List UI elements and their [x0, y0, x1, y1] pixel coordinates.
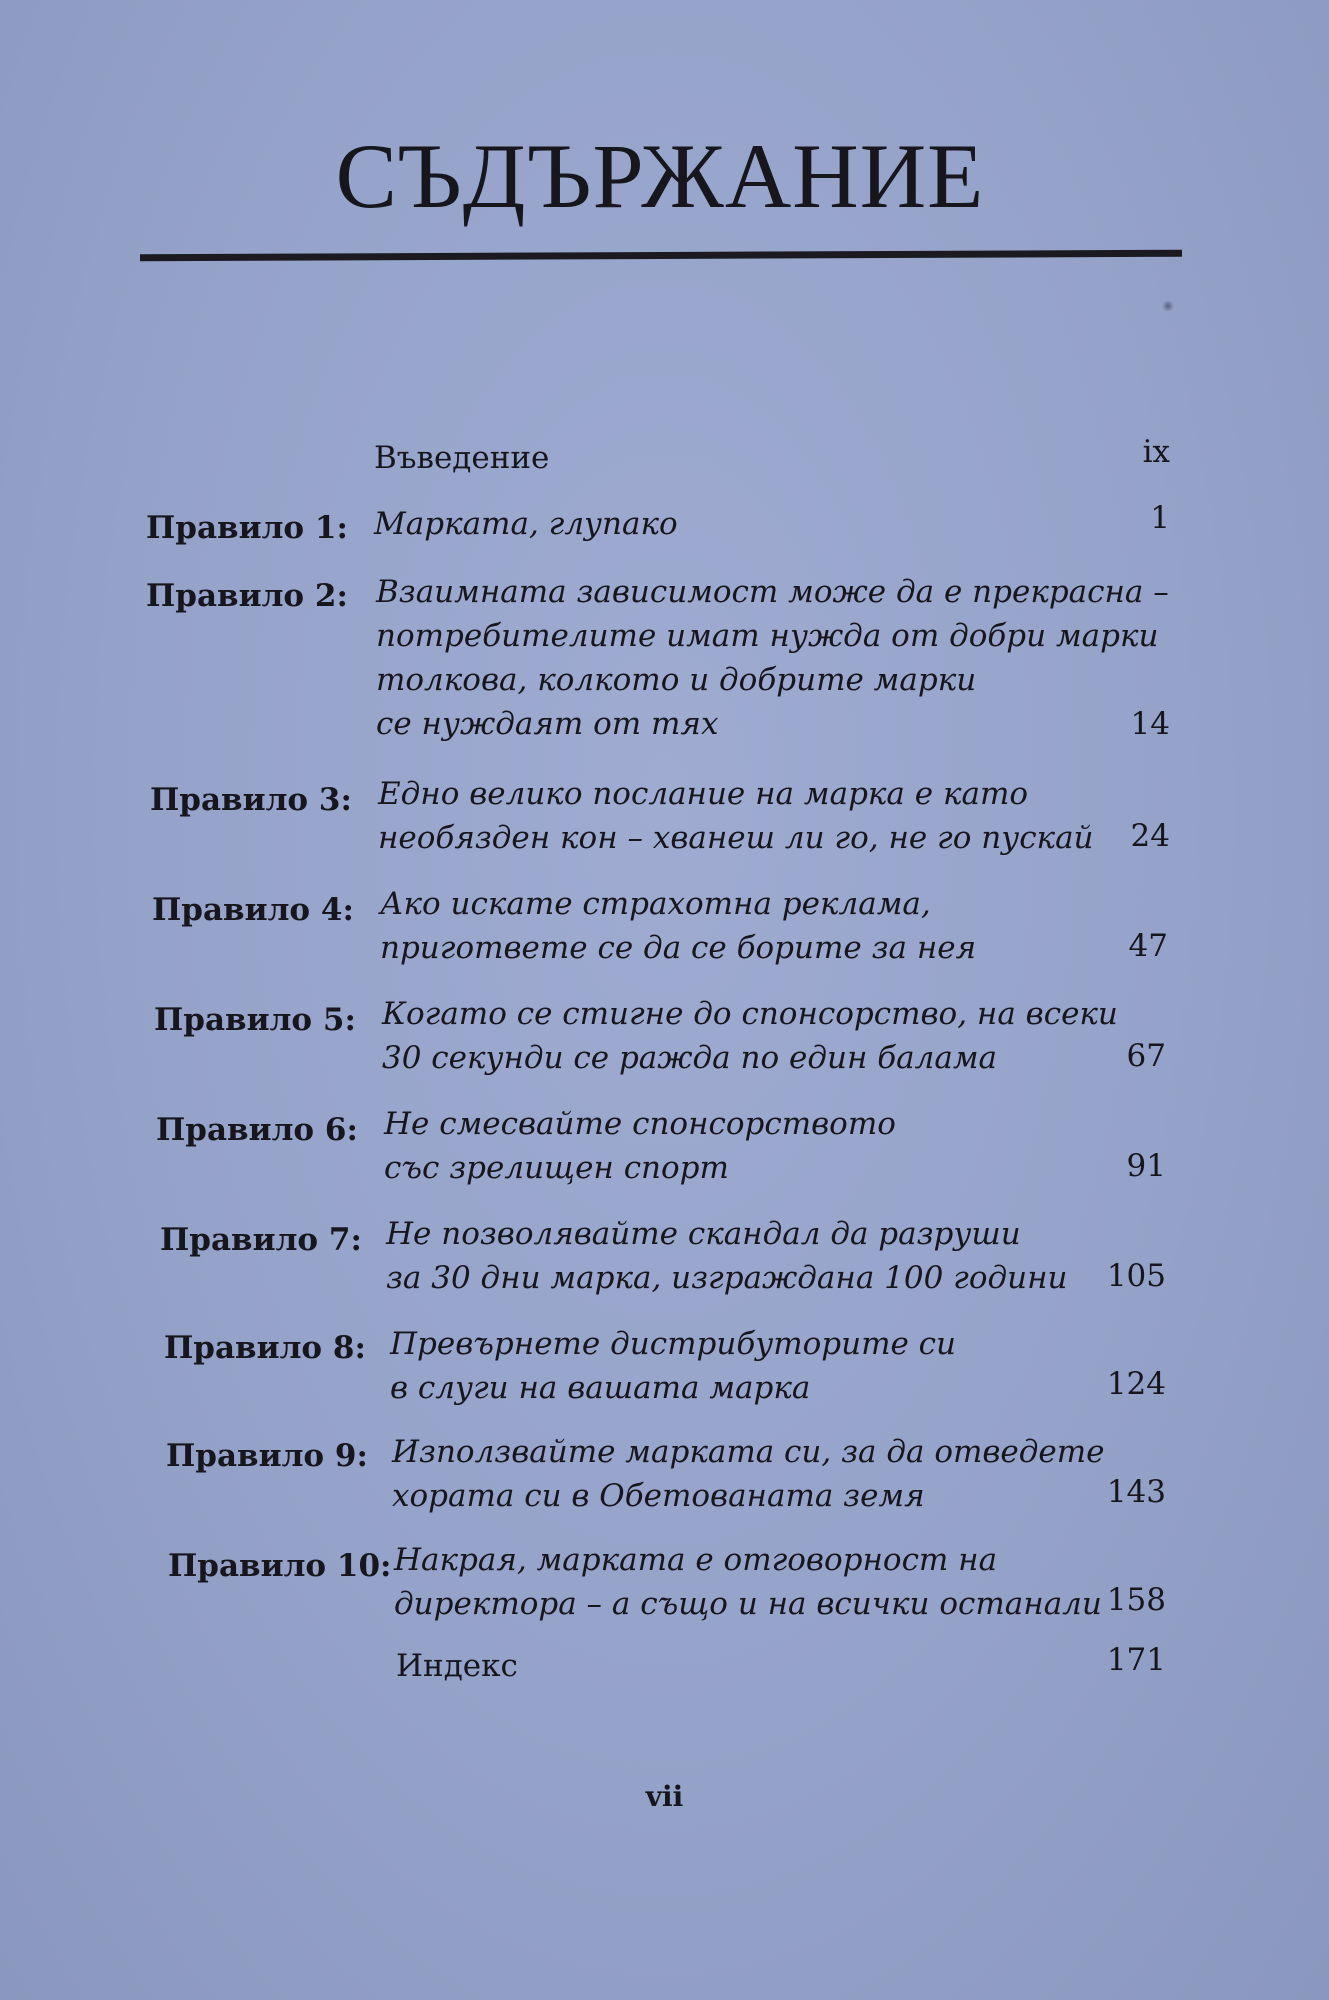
toc-entry-line: Едно велико послание на марка е като: [378, 776, 1029, 812]
toc-entry-line: Не смесвайте спонсорството: [384, 1106, 896, 1142]
toc-entry-line: Накрая, марката е отговорност на: [394, 1542, 998, 1578]
rule-label: Правило 2:: [146, 578, 348, 614]
rule-label: Правило 6:: [156, 1112, 358, 1148]
toc-page-number: ix: [1142, 434, 1170, 470]
toc-entry-line: Индекс: [396, 1648, 518, 1684]
rule-label: Правило 5:: [154, 1002, 356, 1038]
rule-label: Правило 1:: [146, 510, 348, 546]
toc-entry-text: [374, 436, 1134, 480]
toc-page-number: 1: [1150, 500, 1170, 536]
toc-entry-text: [384, 1102, 1144, 1190]
toc-entry-line: потребителите имат нужда от добри марки: [376, 618, 1159, 654]
toc-page-number: 158: [1106, 1582, 1166, 1618]
toc-entry-line: Взаимната зависимост може да е прекрасна –: [376, 574, 1169, 610]
toc-entry-line: 30 секунди се ражда по един балама: [382, 1040, 998, 1076]
toc-page-number: 105: [1106, 1258, 1166, 1294]
toc-entry-line: за 30 дни марка, изграждана 100 години: [386, 1260, 1068, 1296]
toc-entry-text: [390, 1322, 1150, 1410]
rule-label: Правило 3:: [150, 782, 352, 818]
rule-label: Правило 10:: [168, 1548, 392, 1584]
toc-page-number: 14: [1130, 706, 1170, 742]
toc-entry-line: Не позволявайте скандал да разруши: [386, 1216, 1021, 1252]
toc-entry-line: Превърнете дистрибуторите си: [390, 1326, 957, 1362]
toc-page-number: 67: [1126, 1038, 1166, 1074]
rule-label: Правило 9:: [166, 1438, 368, 1474]
toc-entry-text: [392, 1430, 1152, 1518]
page-title: СЪДЪРЖАНИЕ: [335, 125, 985, 227]
toc-page-number: 24: [1130, 818, 1170, 854]
rule-label: Правило 8:: [164, 1330, 366, 1366]
toc-entry-text: [376, 570, 1176, 746]
toc-entry-line: се нуждаят от тях: [376, 706, 719, 742]
rule-label: Правило 4:: [152, 892, 354, 928]
toc-entry-line: хората си в Обетованата земя: [392, 1478, 925, 1514]
toc-entry-line: Когато се стигне до спонсорство, на всеки: [382, 996, 1118, 1032]
toc-entry-text: [386, 1212, 1146, 1300]
toc-page-number: 171: [1106, 1642, 1166, 1678]
toc-entry-line: необязден кон – хванеш ли го, не го пускай: [378, 820, 1094, 856]
toc-entry-text: [396, 1644, 1156, 1688]
toc-entry-text: [374, 502, 1134, 546]
toc-entry-line: Използвайте марката си, за да отведете: [392, 1434, 1105, 1470]
toc-page-number: 143: [1106, 1474, 1166, 1510]
toc-entry-line: със зрелищен спорт: [384, 1150, 729, 1186]
rule-label: Правило 7:: [160, 1222, 362, 1258]
toc-entry-text: [380, 882, 1140, 970]
toc-entry-line: в слуги на вашата марка: [390, 1370, 811, 1406]
toc-entry-text: [394, 1538, 1154, 1626]
page-folio: vii: [645, 1780, 684, 1813]
toc-entry-line: толкова, колкото и добрите марки: [376, 662, 977, 698]
toc-page-number: 124: [1106, 1366, 1166, 1402]
toc-page-number: 47: [1128, 928, 1168, 964]
toc-entry-line: Ако искате страхотна реклама,: [380, 886, 931, 922]
toc-entry-line: директора – а също и на всички останали: [394, 1586, 1102, 1622]
toc-entry-line: пригответе се да се борите за нея: [380, 930, 977, 966]
toc-entry-line: Въведение: [374, 440, 550, 476]
toc-entry-text: [382, 992, 1182, 1080]
toc-page-number: 91: [1126, 1148, 1166, 1184]
toc-entry-text: [378, 772, 1178, 860]
toc-entry-line: Марката, глупако: [374, 506, 678, 542]
